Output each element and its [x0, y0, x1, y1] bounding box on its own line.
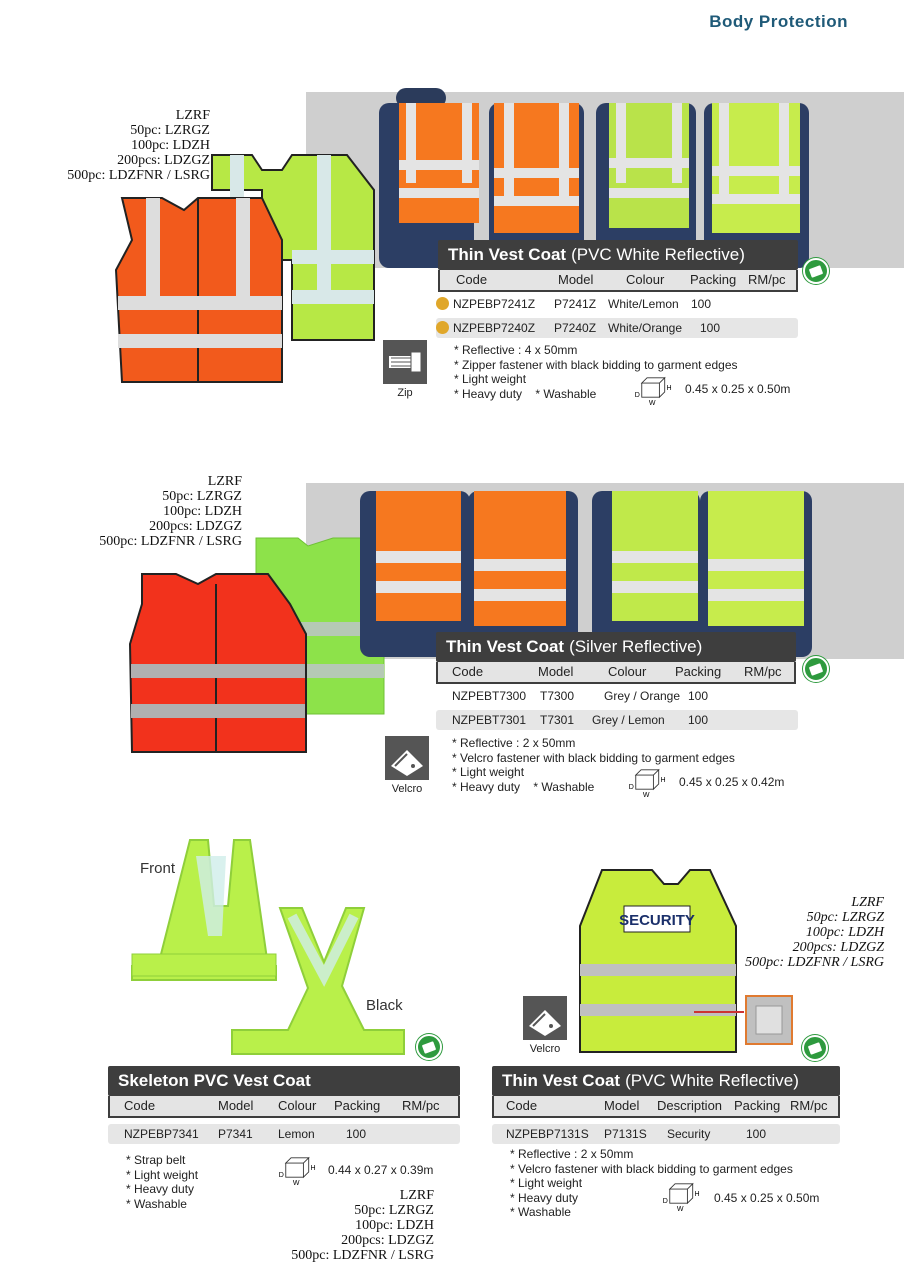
- row-model: P7341: [218, 1127, 253, 1141]
- svg-text:H: H: [310, 1165, 316, 1173]
- col-rm-pc: RM/pc: [402, 1098, 440, 1113]
- pricing-line: 500pc: LDZFNR / LSRG: [67, 168, 210, 183]
- feature-item: * Reflective : 4 x 50mm: [454, 343, 578, 357]
- pricing-line: 100pc: LDZH: [355, 1218, 434, 1233]
- col-colour: Colour: [278, 1098, 317, 1113]
- section3-skeleton-vest-image: [128, 836, 408, 1058]
- svg-text:W: W: [292, 1180, 300, 1186]
- row-packing: 100: [688, 713, 709, 727]
- section4-fastener: [520, 996, 570, 1055]
- svg-text:W: W: [648, 400, 656, 406]
- svg-text:D: D: [278, 1172, 284, 1180]
- row-model: P7240Z: [554, 321, 597, 335]
- pricing-line: LZRF: [851, 895, 884, 910]
- feature-item: * Velcro fastener with black bidding to garment edges: [510, 1161, 793, 1176]
- row-code: NZPEBT7300: [452, 689, 527, 703]
- section2-title-rest: (Silver Reflective): [569, 637, 703, 656]
- section4-pricing: [734, 895, 884, 970]
- fastener-label: Velcro: [529, 1043, 561, 1055]
- section2-vest-image: [128, 534, 388, 756]
- row-code: NZPEBT7301: [452, 713, 527, 727]
- section3-title: [108, 1066, 460, 1096]
- page-title: Body Protection: [709, 12, 848, 31]
- row-code: NZPEBP7241Z: [453, 297, 536, 311]
- col-code: Code: [452, 664, 484, 679]
- col-rm-pc: RM/pc: [790, 1098, 828, 1113]
- row-colour: Grey / Lemon: [592, 713, 665, 727]
- pricing-line: 50pc: LZRGZ: [806, 910, 884, 925]
- carton-box-icon: [276, 1156, 322, 1186]
- row-packing: 100: [746, 1127, 767, 1141]
- section1-title-rest: (PVC White Reflective): [571, 245, 745, 264]
- table-row: [436, 686, 798, 706]
- velcro-icon: [385, 736, 429, 780]
- pricing-line: 500pc: LDZFNR / LSRG: [745, 955, 884, 970]
- section3-pricing: [284, 1188, 434, 1263]
- security-text: SECURITY: [619, 912, 695, 929]
- table-row: [436, 710, 798, 730]
- table-row: [492, 1124, 840, 1144]
- col-packing: Packing: [734, 1098, 781, 1113]
- feature-item: * Strap belt: [126, 1153, 186, 1167]
- pricing-line: 500pc: LDZFNR / LSRG: [291, 1248, 434, 1263]
- section1-dims: 0.45 x 0.25 x 0.50m: [685, 382, 791, 396]
- section1-vest-image: [112, 150, 382, 390]
- col-packing: Packing: [675, 664, 722, 679]
- feature-item: * Heavy duty * Washable: [452, 779, 595, 794]
- fastener-label: Velcro: [391, 783, 423, 795]
- svg-text:H: H: [666, 385, 672, 393]
- pricing-line: 200pcs: LDZGZ: [341, 1233, 434, 1248]
- svg-text:W: W: [676, 1206, 684, 1212]
- crown-icon: [436, 321, 449, 334]
- svg-text:D: D: [634, 392, 640, 400]
- col-rm-pc: RM/pc: [744, 664, 782, 679]
- svg-text:D: D: [628, 784, 634, 792]
- leaf-badge-icon: [803, 258, 829, 284]
- col-rm-pc: RM/pc: [748, 272, 786, 287]
- pricing-line: 50pc: LZRGZ: [130, 123, 210, 138]
- table-row: [436, 294, 798, 314]
- fastener-label: Zip: [397, 387, 413, 399]
- col-code: Code: [506, 1098, 538, 1113]
- feature-item: * Velcro fastener with black bidding to garment edges: [452, 750, 735, 765]
- row-packing: 100: [688, 689, 709, 703]
- pricing-line: 100pc: LDZH: [131, 138, 210, 153]
- row-packing: 100: [346, 1127, 367, 1141]
- feature-item: * Heavy duty: [126, 1182, 195, 1196]
- col-packing: Packing: [690, 272, 737, 287]
- col-description: Description: [657, 1098, 723, 1113]
- row-colour: White/Lemon: [608, 297, 679, 311]
- pricing-line: LZRF: [207, 474, 242, 489]
- feature-item: * Zipper fastener with black bidding to garment edges: [454, 357, 738, 372]
- section2-title: [436, 632, 796, 662]
- section4-title: [492, 1066, 840, 1096]
- col-code: Code: [456, 272, 488, 287]
- row-model: P7131S: [604, 1127, 647, 1141]
- section2-table-header: [436, 662, 796, 684]
- velcro-icon: [523, 996, 567, 1040]
- col-colour: Colour: [626, 272, 665, 287]
- row-packing: 100: [700, 321, 721, 335]
- feature-item: * Heavy duty: [510, 1190, 579, 1205]
- zip-icon: [383, 340, 427, 384]
- section3-table-header: [108, 1096, 460, 1118]
- section4-features: [510, 1147, 793, 1220]
- section3-dims: 0.44 x 0.27 x 0.39m: [328, 1163, 434, 1177]
- front-label: Front: [140, 860, 176, 877]
- pricing-line: 100pc: LDZH: [805, 925, 884, 940]
- back-label: Black: [366, 997, 403, 1014]
- feature-item: * Washable: [510, 1205, 571, 1219]
- section3-features: [126, 1153, 198, 1211]
- section2-model-photos: [356, 481, 816, 657]
- pricing-line: LZRF: [399, 1188, 434, 1203]
- row-colour: White/Orange: [608, 321, 683, 335]
- section4-dims: 0.45 x 0.25 x 0.50m: [714, 1191, 820, 1205]
- col-model: Model: [538, 664, 574, 679]
- feature-item: * Light weight: [510, 1176, 583, 1190]
- section1-table-header: [438, 270, 798, 292]
- row-model: T7301: [540, 713, 575, 727]
- row-colour: Grey / Orange: [604, 689, 681, 703]
- crown-icon: [436, 297, 449, 310]
- section1-fastener: [380, 340, 430, 399]
- carton-box-icon: [632, 376, 678, 406]
- row-colour: Lemon: [278, 1127, 315, 1141]
- pricing-line: 200pcs: LDZGZ: [117, 153, 210, 168]
- feature-item: * Light weight: [126, 1167, 199, 1182]
- col-packing: Packing: [334, 1098, 381, 1113]
- pricing-line: 100pc: LDZH: [163, 504, 242, 519]
- pricing-line: LZRF: [175, 108, 210, 123]
- row-model: T7300: [540, 689, 575, 703]
- table-row: [108, 1124, 460, 1144]
- feature-item: * Light weight: [452, 765, 525, 779]
- section2-fastener: [382, 736, 432, 795]
- section4-title-bold: Thin Vest Coat: [502, 1071, 621, 1090]
- row-description: Security: [667, 1127, 711, 1141]
- svg-text:D: D: [662, 1198, 668, 1206]
- section2-dims: 0.45 x 0.25 x 0.42m: [679, 775, 785, 789]
- feature-item: * Reflective : 2 x 50mm: [510, 1147, 634, 1161]
- col-model: Model: [604, 1098, 640, 1113]
- feature-item: * Washable: [126, 1196, 187, 1211]
- row-code: NZPEBP7240Z: [453, 321, 536, 335]
- table-row: [436, 318, 798, 338]
- section2-title-bold: Thin Vest Coat: [446, 637, 565, 656]
- col-code: Code: [124, 1098, 156, 1113]
- section4-table-header: [492, 1096, 840, 1118]
- section3-title-bold: Skeleton PVC Vest Coat: [118, 1071, 311, 1090]
- pricing-line: 50pc: LZRGZ: [354, 1203, 434, 1218]
- row-model: P7241Z: [554, 297, 597, 311]
- leaf-badge-icon: [416, 1034, 442, 1060]
- row-code: NZPEBP7131S: [506, 1127, 589, 1141]
- svg-text:W: W: [642, 792, 650, 798]
- col-colour: Colour: [608, 664, 647, 679]
- carton-box-icon: [660, 1182, 706, 1212]
- row-code: NZPEBP7341: [124, 1127, 199, 1141]
- col-model: Model: [558, 272, 594, 287]
- pricing-line: 50pc: LZRGZ: [162, 489, 242, 504]
- pricing-line: 200pcs: LDZGZ: [149, 519, 242, 534]
- feature-item: * Heavy duty * Washable: [454, 386, 597, 401]
- section1-title-bold: Thin Vest Coat: [448, 245, 567, 264]
- section1-title: [438, 240, 798, 270]
- pricing-line: 500pc: LDZFNR / LSRG: [99, 534, 242, 549]
- col-model: Model: [218, 1098, 254, 1113]
- carton-box-icon: [626, 768, 672, 798]
- svg-text:H: H: [694, 1191, 700, 1199]
- feature-item: * Light weight: [454, 372, 527, 386]
- feature-item: * Reflective : 2 x 50mm: [452, 736, 576, 750]
- pricing-line: 200pcs: LDZGZ: [792, 940, 884, 955]
- leaf-badge-icon: [802, 1035, 828, 1061]
- leaf-badge-icon: [803, 656, 829, 682]
- svg-text:H: H: [660, 777, 666, 785]
- row-packing: 100: [691, 297, 712, 311]
- section4-title-rest: (PVC White Reflective): [625, 1071, 799, 1090]
